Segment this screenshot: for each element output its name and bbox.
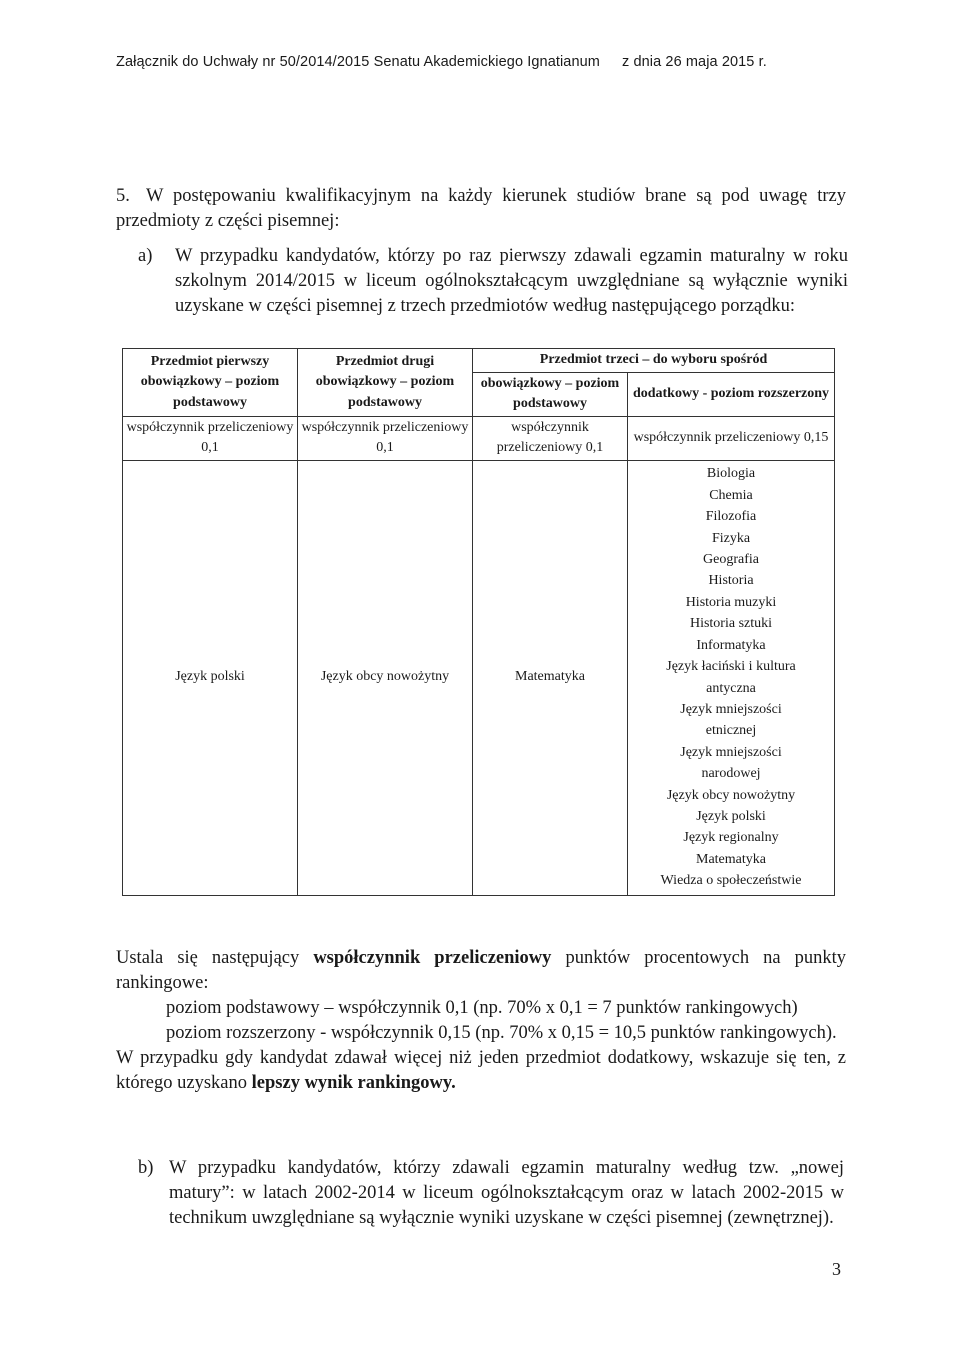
option-item: Język mniejszości etnicznej xyxy=(680,701,782,739)
item-b-marker: b) xyxy=(138,1158,154,1178)
col2-subject: Język obcy nowożytny xyxy=(298,460,473,895)
item-b xyxy=(138,1156,844,1231)
col4-coefficient: współczynnik przeliczeniowy 0,15 xyxy=(628,416,835,460)
option-item: Język polski xyxy=(696,808,766,824)
option-item: Język obcy nowożytny xyxy=(666,787,796,803)
option-item: Język łaciński i kultura antyczna xyxy=(666,659,796,696)
section-number: 5. xyxy=(116,186,130,206)
intro-end: punktów procentowych na punkty rankingowe: xyxy=(116,948,847,993)
option-item: Historia xyxy=(708,573,754,589)
item-a xyxy=(138,244,848,319)
option-item: Wiedza o społeczeństwie xyxy=(660,873,802,889)
table-coefficient-row xyxy=(123,416,835,460)
rule-text: W przypadku gdy kandydat zdawał więcej niż jeden przedmiot dodatkowy, wskazuje się ten, z którego uzyskano xyxy=(116,1048,846,1093)
col3-subject: Matematyka xyxy=(473,460,628,895)
col4-subheader: dodatkowy - poziom rozszerzony xyxy=(628,372,835,416)
conversion-intro xyxy=(116,946,846,996)
option-item: Język mniejszości narodowej xyxy=(680,744,782,782)
section-5-text: W postępowaniu kwalifikacyjnym na każdy kierunek studiów brane są pod uwagę trzy przedmioty z części pisemnej: xyxy=(116,186,846,231)
col1-subject: Język polski xyxy=(123,460,298,895)
table-header-row xyxy=(123,349,835,373)
option-item: Język regionalny xyxy=(683,830,779,846)
item-a-marker: a) xyxy=(138,246,153,266)
item-b-text: W przypadku kandydatów, którzy zdawali egzamin maturalny według tzw. „nowej matury”: w latach 2002-2014 w liceum ogólnokształcącym oraz w latach 2002-2015 w technikum uwzględniane są wyłącznie wyniki uzyskane w części pisemnej (zewnętrznej). xyxy=(169,1158,844,1228)
conversion-basic: poziom podstawowy – współczynnik 0,1 (np. 70% x 0,1 = 7 punktów rankingowych) xyxy=(166,998,798,1018)
page-header xyxy=(116,54,767,70)
table-subjects-row xyxy=(123,460,835,895)
conversion-section xyxy=(116,946,846,1096)
option-item: Biologia xyxy=(706,466,756,482)
conversion-extended: poziom rozszerzony - współczynnik 0,15 (np. 70% x 0,15 = 10,5 punktów rankingowych). xyxy=(166,1023,837,1043)
page-number: 3 xyxy=(832,1259,841,1279)
col1-coefficient: współczynnik przeliczeniowy 0,1 xyxy=(123,416,298,460)
section-5 xyxy=(116,184,846,234)
option-item: Fizyka xyxy=(711,530,751,546)
option-item: Geografia xyxy=(703,552,759,568)
option-item: Historia sztuki xyxy=(689,616,773,632)
item-a-text: W przypadku kandydatów, którzy po raz pierwszy zdawali egzamin maturalny w roku szkolnym 2014/2015 w liceum ogólnokształcącym uwzględniane są wyłącznie wyniki uzyskane w części pisemnej z trzech przedmiotów według następującego porządku: xyxy=(175,246,848,316)
col2-coefficient: współczynnik przeliczeniowy 0,1 xyxy=(298,416,473,460)
header-date: z dnia 26 maja 2015 r. xyxy=(621,54,767,70)
option-item: Historia muzyki xyxy=(685,594,777,610)
option-item: Chemia xyxy=(709,487,753,503)
col1-header: Przedmiot pierwszy obowiązkowy – poziom podstawowy xyxy=(123,349,298,417)
rule-bold: lepszy wynik rankingowy. xyxy=(251,1073,456,1093)
col4-options-list xyxy=(628,460,835,895)
subjects-table xyxy=(122,348,835,896)
col34-header: Przedmiot trzeci – do wyboru spośród xyxy=(473,349,835,373)
col2-header: Przedmiot drugi obowiązkowy – poziom podstawowy xyxy=(298,349,473,417)
intro-bold: współczynnik przeliczeniowy xyxy=(313,948,552,968)
option-item: Matematyka xyxy=(696,851,766,867)
conversion-rule xyxy=(116,1046,846,1096)
col3-coefficient: współczynnik przeliczeniowy 0,1 xyxy=(473,416,628,460)
option-item: Filozofia xyxy=(705,509,757,525)
option-item: Informatyka xyxy=(696,637,766,653)
intro-text: Ustala się następujący xyxy=(116,948,300,968)
header-resolution: Załącznik do Uchwały nr 50/2014/2015 Senatu Akademickiego Ignatianum xyxy=(116,54,600,70)
col3-subheader: obowiązkowy – poziom podstawowy xyxy=(473,372,628,416)
